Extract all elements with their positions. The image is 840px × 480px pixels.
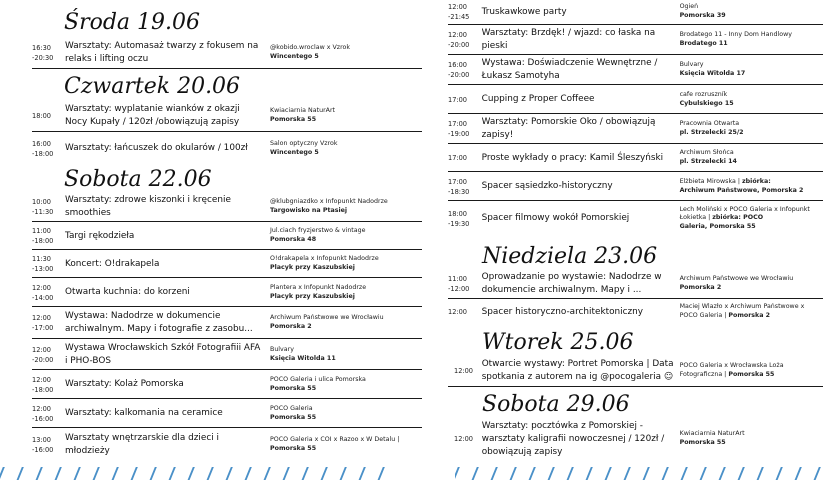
event-place: Archiwum Państwowe we Wrocławiu Pomorska 2 bbox=[270, 314, 384, 330]
event-time: 18:00 -19:30 bbox=[448, 209, 470, 228]
event-time: 11:00 -12:00 bbox=[448, 275, 470, 293]
event-title: Warsztaty: łańcuszek do okularów / 100zł bbox=[65, 143, 248, 153]
event-place: Archiwum Państwowe we Wrocławiu Pomorska 2 bbox=[679, 275, 794, 291]
event-title: Warsztaty: Kolaż Pomorska bbox=[65, 379, 184, 389]
event-time: 17:00 -19:00 bbox=[448, 120, 470, 138]
event-place: Bulvary Księcia Witolda 17 bbox=[679, 61, 746, 77]
event-row bbox=[32, 279, 422, 307]
event-row bbox=[32, 192, 422, 222]
event-row bbox=[32, 308, 422, 339]
event-place: Brodatego 11 - Inny Dom Handlowy Brodatego 11 bbox=[679, 31, 792, 47]
event-title: Oprowadzanie po wystawie: Nadodrze w dokumencie archiwalnym. Mapy i ... bbox=[481, 272, 662, 295]
event-title: Spacer filmowy wokół Pomorskiej bbox=[481, 213, 630, 223]
event-title: Warsztaty: pocztówka z Pomorskiej - warsztaty kaligrafii nowoczesnej / 120zł / obowiązują zapisy bbox=[481, 420, 665, 457]
event-title: Cupping z Proper Coffeee bbox=[481, 94, 595, 104]
event-title: Proste wykłady o pracy: Kamil Śleszyński bbox=[481, 152, 664, 163]
event-place: Ogień Pomorska 39 bbox=[679, 3, 726, 19]
event-title: Spacer sąsiedzko-historyczny bbox=[481, 181, 613, 191]
event-row bbox=[32, 371, 422, 399]
event-time: 12:00 -18:00 bbox=[32, 375, 54, 394]
event-title: Wystawa: Doświadczenie Wewnętrzne / Łukasz Samotyha bbox=[481, 58, 658, 81]
event-time: 12:00 bbox=[454, 366, 474, 375]
event-row bbox=[448, 145, 823, 172]
event-place: @kobido.wroclaw x Vzrok Wincentego 5 bbox=[270, 43, 351, 60]
event-place: Maciej Wlazło x Archiwum Państwowe x POCO Galeria | Pomorska 2 bbox=[679, 303, 805, 319]
event-place: O!drakapela x Infopunkt Nadodrze Placyk przy Kaszubskiej bbox=[270, 255, 379, 271]
event-place: Archiwum Słońca pl. Strzelecki 14 bbox=[679, 149, 737, 165]
event-row bbox=[448, 115, 823, 144]
event-row bbox=[448, 300, 823, 324]
event-row bbox=[448, 86, 823, 114]
event-time: 12:00 -20:00 bbox=[448, 31, 470, 49]
event-row bbox=[32, 429, 422, 460]
event-time: 12:00 bbox=[448, 308, 468, 316]
event-title: Wystawa: Nadodrze w dokumencie archiwalnym. Mapy i fotografie z zasobu... bbox=[65, 311, 253, 334]
day-heading: Środa 19.06 bbox=[64, 10, 201, 35]
event-row bbox=[32, 223, 422, 250]
event-place: Pracownia Otwarta pl. Strzelecki 25/2 bbox=[679, 120, 744, 136]
event-time: 11:30 -13:00 bbox=[32, 255, 54, 273]
event-time: 16:30 -20:30 bbox=[32, 43, 54, 62]
event-time: 12:00 -16:00 bbox=[32, 404, 54, 423]
event-row bbox=[32, 133, 422, 164]
day-heading: Niedziela 23.06 bbox=[482, 244, 658, 269]
event-title: Koncert: O!drakapela bbox=[65, 258, 160, 269]
event-time: 10:00 -11:30 bbox=[32, 197, 54, 216]
event-time: 12:00 -14:00 bbox=[32, 283, 54, 302]
event-row bbox=[448, 56, 823, 85]
event-time: 12:00 -17:00 bbox=[32, 314, 54, 332]
event-row bbox=[448, 202, 823, 235]
day-heading: Sobota 22.06 bbox=[64, 167, 212, 192]
event-row bbox=[32, 100, 422, 132]
event-place: Elżbieta Mirowska | zbiórka: Archiwum Państwowe, Pomorska 2 bbox=[679, 177, 804, 194]
day-heading: Czwartek 20.06 bbox=[64, 74, 241, 99]
event-place: Kwiaciarnia NaturArt Pomorska 55 bbox=[679, 430, 745, 446]
event-row bbox=[448, 270, 823, 299]
event-time: 16:00 -20:00 bbox=[448, 61, 470, 79]
decorative-dash-border-right bbox=[455, 466, 840, 480]
event-time: 12:00 bbox=[454, 435, 474, 443]
event-title: Otwarta kuchnia: do korzeni bbox=[65, 287, 190, 297]
event-title: Targi rękodzieła bbox=[65, 230, 135, 241]
event-time: 17:00 bbox=[448, 95, 468, 104]
event-place: Bulvary Księcia Witolda 11 bbox=[270, 345, 336, 362]
event-title: Warsztaty: zdrowe kiszonki i kręcenie smoothies bbox=[65, 194, 231, 218]
event-time: 12:00 -20:00 bbox=[32, 345, 54, 364]
event-time: 11:00 -18:00 bbox=[32, 227, 54, 245]
event-time: 13:00 -16:00 bbox=[32, 435, 54, 454]
event-title: Wystawa Wrocławskich Szkół Fotografiii AFA i PHO-BOS bbox=[65, 342, 261, 366]
event-place: Salon optyczny Vzrok Wincentego 5 bbox=[270, 139, 338, 156]
event-place: POCO Galeria x Wrocławska Loża Fotograficzna | Pomorska 55 bbox=[679, 361, 784, 378]
event-time: 16:00 -18:00 bbox=[32, 139, 54, 158]
event-row bbox=[32, 340, 422, 370]
event-row bbox=[448, 0, 823, 25]
event-time: 17:00 -18:30 bbox=[448, 177, 470, 196]
event-time: 17:00 bbox=[448, 154, 468, 162]
event-time: 18:00 bbox=[32, 111, 52, 120]
event-row bbox=[448, 173, 823, 201]
event-row bbox=[448, 26, 823, 55]
event-place: Kwiaciarnia NaturArt Pomorska 55 bbox=[270, 106, 336, 123]
event-row bbox=[32, 400, 422, 428]
event-title: Warsztaty: Automasaż twarzy z fokusem na relaks i lifting oczu bbox=[65, 40, 259, 64]
event-title: Warsztaty: wyplatanie wianków z okazji Nocy Kupały / 120zł /obowiązują zapisy bbox=[65, 103, 240, 127]
event-title: Truskawkowe party bbox=[481, 6, 567, 17]
event-row bbox=[448, 418, 823, 460]
event-title: Warsztaty: Brzdęk! / wjazd: co łaska na pieski bbox=[481, 28, 656, 51]
event-place: Jul.ciach fryzjerstwo & vintage Pomorska 48 bbox=[270, 227, 366, 243]
event-title: Warsztaty: Pomorskie Oko / obowiązują zapisy! bbox=[481, 117, 656, 140]
event-title: Warsztaty wnętrzarskie dla dzieci i młodzieży bbox=[65, 432, 219, 456]
decorative-dash-border-left bbox=[0, 466, 410, 480]
event-title: Warsztaty: kalkomania na ceramice bbox=[65, 408, 223, 418]
day-heading: Sobota 29.06 bbox=[482, 392, 630, 417]
event-row bbox=[32, 37, 422, 69]
event-title: Spacer historyczno-architektoniczny bbox=[481, 306, 643, 317]
day-heading: Wtorek 25.06 bbox=[482, 330, 634, 355]
event-title: Otwarcie wystawy: Portret Pomorska | Data spotkania z autorem na ig @pocogaleria ☺ bbox=[481, 358, 674, 382]
event-place: @klubgniazdko x Infopunkt Nadodrze Targowisko na Ptasiej bbox=[270, 197, 388, 214]
event-place: POCO Galeria x COI x Razoo x W Detalu | Pomorska 55 bbox=[270, 435, 400, 452]
event-place: POCO Galeria Pomorska 55 bbox=[270, 404, 317, 421]
event-place: cafe rozruszník Cybulskiego 15 bbox=[679, 90, 734, 107]
event-place: Lech Moliński x POCO Galeria x Infopunkt Łokietka | zbiórka: POCO Galeria, Pomorska 55 bbox=[679, 205, 810, 230]
event-row bbox=[32, 251, 422, 278]
event-time: 12:00 -21:45 bbox=[448, 3, 470, 21]
event-place: Plantera x Infopunkt Nadodrze Placyk przy Kaszubskiej bbox=[270, 283, 367, 300]
event-row bbox=[448, 355, 823, 387]
event-place: POCO Galeria i ulica Pomorska Pomorska 55 bbox=[270, 375, 366, 392]
